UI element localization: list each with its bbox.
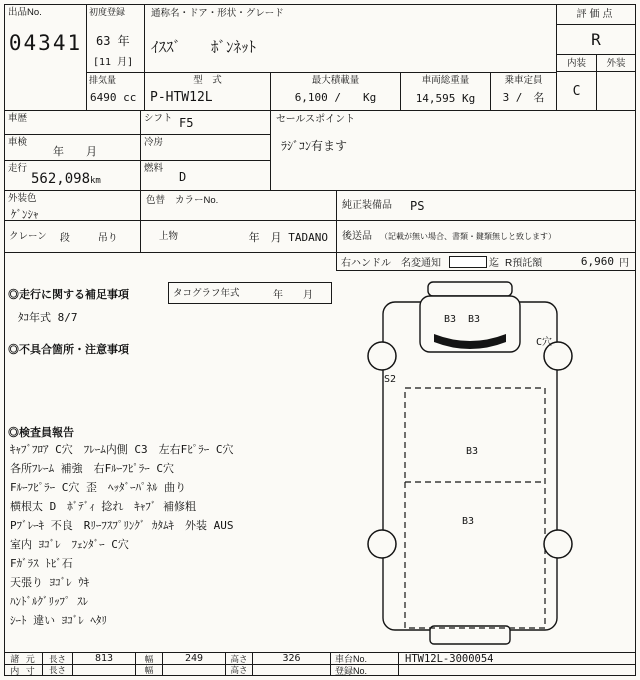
rating-value-box <box>556 24 636 55</box>
inner-width-label-cell <box>135 664 163 676</box>
yen-label: 円 <box>619 258 629 269</box>
lot-number-box <box>4 4 87 111</box>
fuel-box <box>140 160 271 191</box>
inspector-line: ｷｬﾌﾞﾌﾛｱ C穴 ﾌﾚｰﾑ内側 C3 左右Fﾋﾟﾗｰ C穴 <box>10 443 234 456</box>
sales-point-value: ﾗｼﾞｺﾝ有ます <box>281 139 348 153</box>
inner-row-label-cell <box>4 664 43 676</box>
diagram-mark-right: C穴 <box>536 337 553 348</box>
diagram-mark-cab-1: B3 <box>444 314 457 325</box>
crane-dan-label: 段 <box>59 233 70 244</box>
right-handle-label: 右ハンドル <box>341 258 391 269</box>
color-number-label: カラーNo. <box>175 195 219 206</box>
history-label: 車歴 <box>8 113 28 124</box>
inspection-value: 年 月 <box>53 145 97 158</box>
diagram-mark-bed-1: B3 <box>466 446 479 457</box>
height-label: 高さ <box>230 665 248 675</box>
fuel-label: 燃料 <box>144 163 164 174</box>
width-value: 249 <box>184 653 204 664</box>
exterior-label: 外装 <box>606 57 626 69</box>
until-label: 迄 <box>489 258 499 269</box>
displacement-label: 排気量 <box>89 75 117 85</box>
inner-width-value-cell <box>162 664 226 676</box>
exterior-header <box>596 54 636 72</box>
inspection-label: 車検 <box>8 137 28 148</box>
gross-weight-label: 車両総重量 <box>421 75 470 86</box>
rating-value: R <box>591 30 601 49</box>
mileage-label: 走行 <box>8 163 28 174</box>
wheel-rear-right <box>544 530 572 558</box>
body-equipment-box <box>140 220 337 253</box>
registration-value-cell <box>398 664 636 676</box>
inspector-line: Fﾙｰﾌﾋﾟﾗｰ C穴 歪 ﾍｯﾀﾞｰﾊﾟﾈﾙ 曲り <box>10 481 187 494</box>
interior-grade-value: C <box>572 83 581 99</box>
cargo-bed-outline <box>405 388 545 628</box>
diagram-mark-cab-2: B3 <box>468 314 481 325</box>
inner-label: 内 寸 <box>10 665 37 676</box>
name-change-date-field <box>449 256 487 268</box>
mileage-value: 562,098 <box>31 171 91 187</box>
exterior-color-box <box>4 190 141 221</box>
tachograph-value: 年 月 <box>273 289 313 301</box>
shift-label: シフト <box>144 113 173 124</box>
gross-weight-value: 14,595 Kg <box>415 92 476 105</box>
gross-weight-box <box>400 72 491 111</box>
capacity-box <box>490 72 557 111</box>
genuine-equipment-box <box>336 190 636 221</box>
chassis-value: HTW12L-3000054 <box>405 652 494 665</box>
vehicle-name-label: 通称名・ドア・形状・グレード <box>151 8 284 19</box>
exterior-color-value: ｹﾞﾝｼｬ <box>11 208 39 221</box>
exterior-color-label: 外装色 <box>8 193 37 204</box>
registration-label: 登録No. <box>335 665 368 676</box>
lot-number-value: 04341 <box>8 31 83 55</box>
air-conditioning-box <box>140 134 271 161</box>
tacho-year-note: ﾀｺ年式 8/7 <box>18 311 78 324</box>
chassis-label: 車台No. <box>335 654 368 664</box>
handle-deposit-row <box>336 252 636 271</box>
wheel-rear-left <box>368 530 396 558</box>
rating-label: 評価点 <box>576 9 616 20</box>
crane-box <box>4 220 141 253</box>
vehicle-name-value: ｲｽｽﾞ ﾎﾞﾝﾈｯﾄ <box>151 38 257 56</box>
height-label: 高さ <box>230 653 248 664</box>
capacity-value: 3 / 名 <box>502 91 545 104</box>
later-items-note: （記載が無い場合、書類・鍵類無しと致します） <box>380 232 556 241</box>
later-items-label: 後送品 <box>342 231 372 242</box>
max-load-box <box>270 72 401 111</box>
max-load-value: 6,100 / Kg <box>294 91 377 104</box>
tachograph-box <box>168 282 332 304</box>
registration-label-cell <box>330 664 399 676</box>
inspection-box <box>4 134 141 161</box>
length-label: 長さ <box>48 665 66 675</box>
first-registration-month: [11 月] <box>93 57 134 68</box>
mileage-box <box>4 160 141 191</box>
body-equipment-value: 年 月 TADANO <box>248 230 328 244</box>
model-code-box <box>144 72 271 111</box>
inspector-line: 横根太 D ﾎﾞﾃﾞｨ 捻れ ｷｬﾌﾞ 補修粗 <box>10 500 196 513</box>
vehicle-name-box <box>144 4 557 73</box>
diagram-mark-left: S2 <box>384 374 397 385</box>
inspector-line: 室内 ﾖｺﾞﾚ ﾌｪﾝﾀﾞｰ C穴 <box>10 538 129 551</box>
genuine-equipment-value: PS <box>410 198 425 213</box>
inspector-report-title: ◎検査員報告 <box>8 427 74 439</box>
inspector-line: ﾊﾝﾄﾞﾙｸﾞﾘｯﾌﾟ ｽﾚ <box>10 595 89 608</box>
inner-height-value-cell <box>252 664 331 676</box>
inner-length-label-cell <box>42 664 73 676</box>
width-label: 幅 <box>144 653 154 664</box>
lot-number-label: 出品No. <box>8 7 42 18</box>
inspector-line: 天張り ﾖｺﾞﾚ ｳｷ <box>10 576 90 589</box>
mileage-note-title: ◎走行に関する補足事項 <box>8 289 129 301</box>
length-label: 長さ <box>48 653 66 664</box>
defect-note-title: ◎不具合箇所・注意事項 <box>8 344 129 356</box>
shift-box <box>140 110 271 135</box>
interior-grade-cell <box>556 71 597 111</box>
tachograph-label: タコグラフ年式 <box>173 287 240 299</box>
rating-header <box>556 4 636 25</box>
model-code-label: 型 式 <box>193 75 222 86</box>
inspector-line: 各所ﾌﾚｰﾑ 補強 右Fﾙｰﾌﾋﾟﾗｰ C穴 <box>10 462 174 475</box>
inspector-line: Fｶﾞﾗｽ ﾄﾋﾞ石 <box>10 557 73 570</box>
interior-label: 内装 <box>566 57 586 69</box>
displacement-box <box>86 72 145 111</box>
crane-label: クレーン <box>9 231 47 242</box>
crane-tsuri-label: 吊り <box>97 233 118 244</box>
color-change-label: 色替 <box>146 195 166 206</box>
recycle-deposit-value: 6,960 <box>580 255 614 268</box>
length-value: 813 <box>94 653 114 664</box>
air-conditioning-label: 冷房 <box>144 137 164 148</box>
mileage-unit: km <box>90 176 101 186</box>
first-registration-label: 初度登録 <box>89 7 126 17</box>
exterior-grade-cell <box>596 71 636 111</box>
spec-label: 諸 元 <box>10 654 37 664</box>
history-box <box>4 110 141 135</box>
height-value: 326 <box>282 653 301 664</box>
model-code-value: P-HTW12L <box>150 90 213 105</box>
inspector-line: ｼｰﾄ 違い ﾖｺﾞﾚ ﾍﾀﾘ <box>10 614 107 627</box>
sales-point-label: セールスポイント <box>276 114 356 125</box>
sales-point-box <box>270 110 636 191</box>
displacement-value: 6490 cc <box>90 91 137 104</box>
shift-value: F5 <box>179 116 194 130</box>
capacity-label: 乗車定員 <box>504 75 543 86</box>
inspector-line: Pﾌﾞﾚｰｷ 不良 Rﾘｰﾌｽﾌﾟﾘﾝｸﾞ ｶﾀﾑｷ 外装 AUS <box>10 519 234 532</box>
recycle-deposit-label: R預託額 <box>505 258 543 269</box>
inner-length-value-cell <box>72 664 136 676</box>
max-load-label: 最大積載量 <box>311 75 360 86</box>
first-registration-box <box>86 4 145 73</box>
truck-diagram <box>340 272 636 648</box>
diagram-mark-bed-2: B3 <box>462 516 475 527</box>
interior-header <box>556 54 597 72</box>
rear-bumper-outline <box>430 626 510 644</box>
body-equipment-label: 上物 <box>159 231 179 242</box>
front-bumper-outline <box>428 282 512 296</box>
width-label: 幅 <box>144 665 154 675</box>
genuine-equipment-label: 純正装備品 <box>342 200 392 211</box>
wheel-front-left <box>368 342 396 370</box>
color-change-box <box>140 190 337 221</box>
fuel-value: D <box>179 170 187 184</box>
inner-height-label-cell <box>225 664 253 676</box>
first-registration-year: 63 年 <box>96 34 130 48</box>
later-items-box <box>336 220 636 253</box>
name-change-label: 名変通知 <box>401 258 441 269</box>
